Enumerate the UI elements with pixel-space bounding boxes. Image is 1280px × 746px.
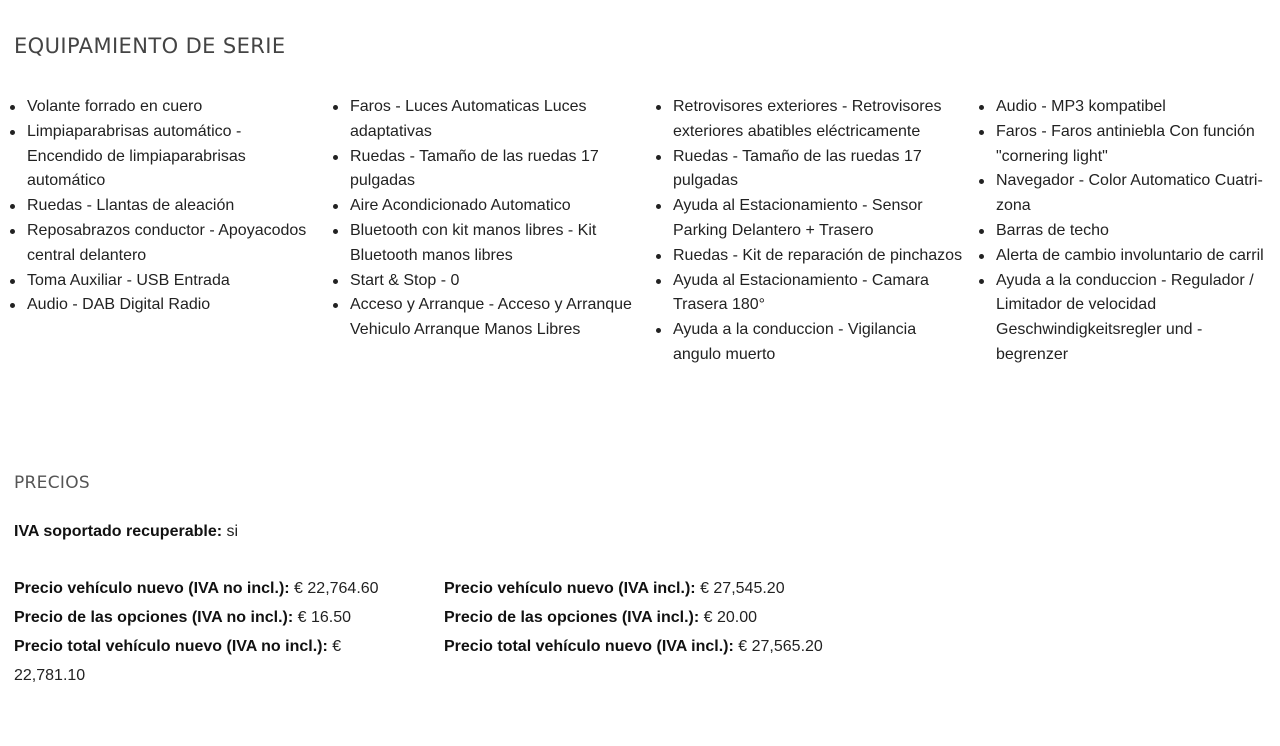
equipment-item: Alerta de cambio involuntario de carril — [975, 244, 1278, 269]
price-row — [444, 574, 844, 603]
equipment-item: Faros - Faros antiniebla Con función "cornering light" — [975, 120, 1278, 170]
price-value: € 27,545.20 — [700, 580, 785, 597]
equipment-item: Ayuda al Estacionamiento - Camara Trasera 180° — [652, 269, 975, 319]
equipment-item: Start & Stop - 0 — [329, 269, 652, 294]
equipment-item: Bluetooth con kit manos libres - Kit Bluetooth manos libres — [329, 219, 652, 269]
prices-title: PRECIOS — [14, 473, 90, 493]
iva-recoverable-row — [14, 521, 238, 543]
equipment-item: Ruedas - Llantas de aleación — [6, 194, 329, 219]
equipment-item: Acceso y Arranque - Acceso y Arranque Vehiculo Arranque Manos Libres — [329, 293, 652, 343]
price-row — [14, 632, 414, 690]
price-value: € 20.00 — [703, 609, 758, 626]
equipment-item: Volante forrado en cuero — [6, 95, 329, 120]
equipment-item: Navegador - Color Automatico Cuatri-zona — [975, 169, 1278, 219]
equipment-column-4 — [975, 95, 1278, 368]
price-row — [14, 574, 414, 603]
iva-recoverable-label: IVA soportado recuperable: — [14, 523, 223, 540]
price-label: Precio vehículo nuevo (IVA no incl.): — [14, 580, 290, 597]
price-value: € 22,781.10 — [14, 638, 342, 684]
equipment-item: Retrovisores exteriores - Retrovisores exteriores abatibles eléctricamente — [652, 95, 975, 145]
price-label: Precio de las opciones (IVA no incl.): — [14, 609, 294, 626]
equipment-item: Ayuda a la conduccion - Vigilancia angulo muerto — [652, 318, 975, 368]
equipment-item: Audio - MP3 kompatibel — [975, 95, 1278, 120]
price-row — [14, 603, 414, 632]
price-label: Precio total vehículo nuevo (IVA incl.): — [444, 638, 734, 655]
prices-without-vat — [14, 574, 414, 690]
equipment-column-3 — [652, 95, 975, 368]
equipment-column-2 — [329, 95, 652, 368]
equipment-item: Ruedas - Tamaño de las ruedas 17 pulgadas — [329, 145, 652, 195]
price-row — [444, 603, 844, 632]
equipment-grid — [6, 95, 1278, 368]
equipment-item: Audio - DAB Digital Radio — [6, 293, 329, 318]
equipment-column-1 — [6, 95, 329, 368]
iva-recoverable-value: si — [226, 523, 239, 540]
price-label: Precio de las opciones (IVA incl.): — [444, 609, 700, 626]
equipment-item: Reposabrazos conductor - Apoyacodos central delantero — [6, 219, 329, 269]
equipment-item: Aire Acondicionado Automatico — [329, 194, 652, 219]
price-value: € 16.50 — [297, 609, 352, 626]
equipment-item: Ayuda a la conduccion - Regulador / Limitador de velocidad Geschwindigkeitsregler und -begrenzer — [975, 269, 1278, 368]
equipment-item: Ruedas - Tamaño de las ruedas 17 pulgadas — [652, 145, 975, 195]
equipment-title: EQUIPAMIENTO DE SERIE — [14, 34, 286, 58]
price-value: € 22,764.60 — [294, 580, 379, 597]
equipment-item: Ayuda al Estacionamiento - Sensor Parking Delantero + Trasero — [652, 194, 975, 244]
prices-with-vat — [444, 574, 844, 661]
price-label: Precio vehículo nuevo (IVA incl.): — [444, 580, 696, 597]
equipment-item: Toma Auxiliar - USB Entrada — [6, 269, 329, 294]
price-row — [444, 632, 844, 661]
equipment-item: Barras de techo — [975, 219, 1278, 244]
equipment-item: Limpiaparabrisas automático - Encendido de limpiaparabrisas automático — [6, 120, 329, 194]
equipment-item: Ruedas - Kit de reparación de pinchazos — [652, 244, 975, 269]
equipment-item: Faros - Luces Automaticas Luces adaptativas — [329, 95, 652, 145]
price-label: Precio total vehículo nuevo (IVA no incl.): — [14, 638, 328, 655]
price-value: € 27,565.20 — [738, 638, 823, 655]
